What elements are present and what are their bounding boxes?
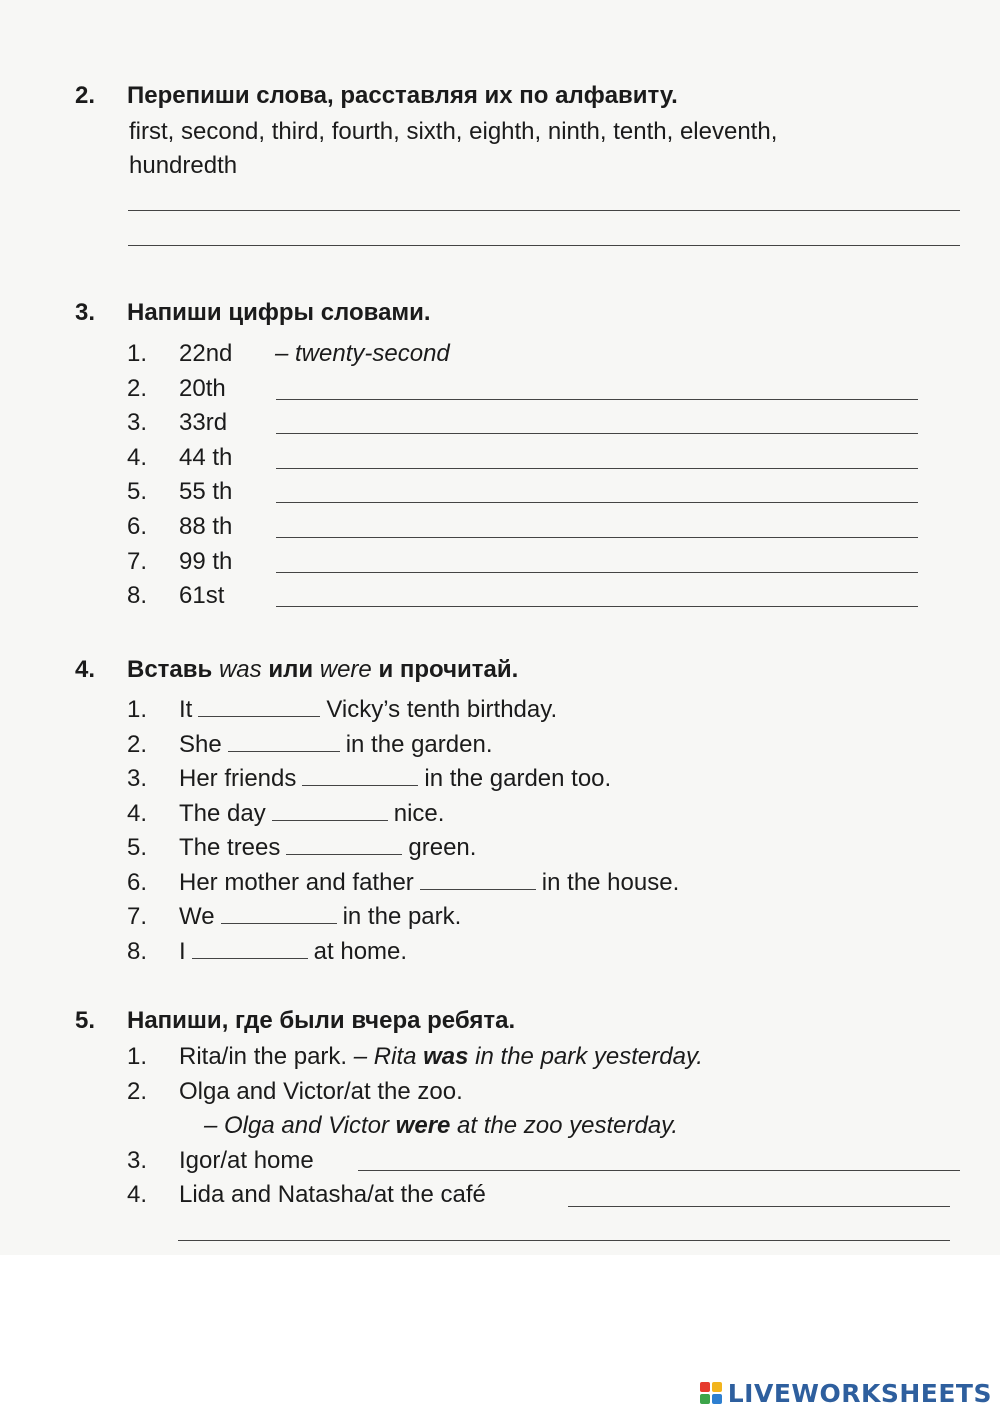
ex5-item-2-answer: – Olga and Victor were at the zoo yesterday. (204, 1112, 679, 1139)
answer-line[interactable] (358, 1170, 960, 1171)
exercise-2 (75, 80, 970, 183)
exercise-3-title: 3. Напиши цифры словами. (75, 299, 431, 326)
answer-line[interactable] (276, 433, 918, 434)
fill-in-blank[interactable] (420, 867, 536, 890)
liveworksheets-logo-icon (700, 1382, 722, 1404)
answer-line[interactable] (276, 502, 918, 503)
exercise-5-title: 5. Напиши, где были вчера ребята. (75, 1007, 516, 1034)
answer-line[interactable] (276, 399, 918, 400)
fill-in-blank[interactable] (228, 729, 340, 752)
answer-line[interactable] (128, 210, 960, 211)
answer-line[interactable] (128, 245, 960, 246)
brand-name: LIVEWORKSHEETS (727, 1378, 992, 1408)
answer-line[interactable] (178, 1240, 950, 1241)
answer-line[interactable] (568, 1206, 950, 1207)
answer-line[interactable] (276, 606, 918, 607)
fill-in-blank[interactable] (272, 798, 388, 821)
ex3-example-answer: – twenty-second (275, 340, 450, 367)
exercise-4-title: 4. Вставь was или were и прочитай. (75, 656, 519, 683)
exercise-3 (75, 297, 970, 329)
answer-line[interactable] (276, 468, 918, 469)
fill-in-blank[interactable] (302, 763, 418, 786)
worksheet-page: 2. Перепиши слова, расставляя их по алфавиту. first, second, third, fourth, sixth, eighth, ninth, tenth, eleventh, hundredth 3. Напиши цифры словами. 1. 22nd – twenty-second 2. 20th 3. 33rd 4. 44 th 5. 55 th 6. 88 th 7. 99 th 8. 61st 4. Вставь was или were и прочитай. 1. It Vicky’s tenth birthday. 2. She in the garden. 3. Her friends in the garden too. 4. The day nice. 5. The trees green. 6. Her mother and father in the house. 7. We in the park. 8. I at home. 5. Напиши, где были вчера ребята. 1. Rita/in the park. – Rita was in the park yesterday. 2. Olga and Victor/at the zoo. – Olga and Victor were at the zoo yesterday. 3. Igor/at home 4. Lida and Natasha/at the café (0, 0, 1000, 1413)
exercise-5 (75, 1005, 970, 1037)
exercise-2-words: first, second, third, fourth, sixth, eighth, ninth, tenth, eleventh, hundredth (129, 118, 778, 179)
exercise-2-title: 2. Перепиши слова, расставляя их по алфавиту. (75, 82, 678, 109)
fill-in-blank[interactable] (221, 901, 337, 924)
fill-in-blank[interactable] (198, 694, 320, 717)
answer-line[interactable] (276, 537, 918, 538)
fill-in-blank[interactable] (286, 832, 402, 855)
liveworksheets-logo (700, 1378, 992, 1408)
exercise-4 (75, 654, 970, 686)
answer-line[interactable] (276, 572, 918, 573)
fill-in-blank[interactable] (192, 936, 308, 959)
